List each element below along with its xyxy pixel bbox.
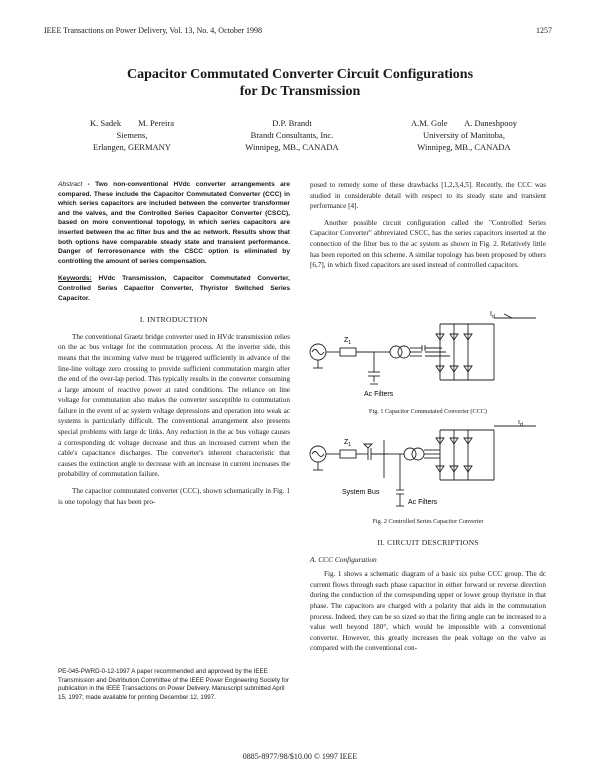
right-column-top xyxy=(310,180,546,277)
fig2-label-z: $Z_1$ xyxy=(344,439,352,448)
author-affiliation: Siemens, xyxy=(116,130,148,140)
author-block-1 xyxy=(62,117,202,153)
author-block-3 xyxy=(384,117,544,153)
author-location: Winnipeg, MB., CANADA xyxy=(245,142,339,152)
right-paragraph-2: Another possible circuit configuration called the "Controlled Series Capacitor Converter" abbreviated CSCC, has the series capacitors inserted at the connection of the filter bus to the ac system as shown in Fig. 2. Relatively little has been reported on this scheme. A similar topology has been proposed by others [6,7], in which fixed capacitors are used instead of controlled capacitors. xyxy=(310,218,546,270)
left-column xyxy=(58,180,290,513)
right-paragraph-1: posed to remedy some of these drawbacks [1,2,3,4,5]. Recently, the CCC was studied in considerable detail with respect to its steady state and transient performance [4]. xyxy=(310,181,546,211)
subsection-heading-ccc: A. CCC Configuration xyxy=(310,554,377,564)
abstract-lead: Abstract xyxy=(58,181,83,188)
ccc-paragraph: Fig. 1 shows a schematic diagram of a basic six pulse CCC group. The dc current flows through each phase capacitor in either forward or reverse direction during the conduction of the corresponding upper or lower group thyristor in that phase. The capacitors are charged with a polarity that aids in the commutation process. Indeed, they can be so sized so that the firing angle can be increased to a value well beyond 180°, which would be impossible with a conventional converter. However, this greatly increases the peak voltage on the valve as compared with the conventional con- xyxy=(310,570,546,653)
fig1-label-z: $Z_1$ xyxy=(344,337,352,346)
author-block-2 xyxy=(222,117,362,153)
impedance-z1-icon xyxy=(340,450,356,458)
impedance-z1-icon xyxy=(340,348,356,356)
author-names: A.M. Gole A. Daneshpooy xyxy=(410,118,517,128)
figure-2-cscc-diagram xyxy=(304,420,544,518)
copyright-footer: 0885-8977/98/$10.00 © 1997 IEEE xyxy=(242,752,358,761)
abstract-text: - Two non-conventional HVdc converter arrangements are compared. These include the Capacitor Commutated Converter (CCC) in which series capacitors are included between the converter transformer and the valves, and the Controlled Series Capacitor Converter (CSCC), based on more conventional topology, in which series capacitors are inserted between the ac filter bus and the ac network. Results show that both options have comparable steady state and transient performance. Danger of ferroresonance with the CSCC option is eliminated by controlling the amount of series compensation. xyxy=(58,181,290,265)
author-names: D.P. Brandt xyxy=(272,118,312,128)
keywords-text: HVdc Transmission, Capacitor Commutated Converter, Controlled Series Capacitor Converter, Thyristor Switched Series Capacitor. xyxy=(58,275,290,302)
journal-header: IEEE Transactions on Power Delivery, Vol. 13, No. 4, October 1998 xyxy=(44,26,263,35)
title-line-1: Capacitor Commutated Converter Circuit Configurations xyxy=(126,67,474,82)
author-affiliation: Brandt Consultants, Inc. xyxy=(250,130,334,140)
thyristor-switch-icon xyxy=(364,444,372,448)
paper-title xyxy=(0,66,600,100)
intro-paragraph-2: The capacitor commutated converter (CCC), shown schematically in Fig. 1 is one topology that has been pro- xyxy=(58,487,290,506)
title-line-2: for Dc Transmission xyxy=(239,84,361,99)
author-names: K. Sadek M. Pereira xyxy=(89,118,175,128)
fig1-label-ac-filters: Ac Filters xyxy=(364,391,394,398)
fig1-label-id: $I_d$ xyxy=(490,311,495,320)
fig2-label-ac-filters: Ac Filters xyxy=(408,499,438,506)
page-number: 1257 xyxy=(536,26,552,35)
figure-1-caption: Fig. 1 Capacitor Commutated Converter (CCC) xyxy=(369,408,487,415)
author-affiliation: University of Manitoba, xyxy=(423,130,505,140)
section-heading-circuit-descriptions: II. CIRCUIT DESCRIPTIONS xyxy=(377,538,479,547)
fig2-label-id: $I_d$ xyxy=(518,420,523,428)
author-location: Winnipeg, MB., CANADA xyxy=(417,142,511,152)
right-column-bottom xyxy=(310,532,546,660)
fig2-label-system-bus: System Bus xyxy=(342,489,380,496)
footnote: PE-045-PWRD-0-12-1997 A paper recommended and approved by the IEEE Transmission and Distribution Committee of the IEEE Power Engineering Society for publication in the IEEE Transactions on Power Delivery. Manuscript submitted April 15, 1997; made available for printing December 12, 1997. xyxy=(58,668,289,701)
section-heading-introduction: I. INTRODUCTION xyxy=(139,315,209,325)
figure-1-ccc-diagram xyxy=(304,308,544,408)
keywords xyxy=(58,274,290,303)
intro-paragraph-1: The conventional Graetz bridge converter used in HVdc transmission relies on the ac bus voltage for the commutation process. At the inverter side, this means that the incoming valve must be triggered sufficiently in advance of the line-line voltage zero crossing to provide sufficient commutation margin after the end of the over-lap period. This typically results in the converter consuming a large amount of reactive power at rated conditions. The reliance on line voltage for commutation also makes the converter susceptible to commutation failure in the event of ac system voltage depressions and operation into weak ac systems is particularly difficult. The conventional arrangement also presents special problems with large dc links. Any reduction in the ac bus voltage causes a corresponding dc voltage decrease and thus an increased current when the cable's capacitance discharges. The converter's inherent characteristic that causes the extinction angle to decrease with an increase in current increases the probability of commutation failure. xyxy=(58,332,290,479)
keywords-label: Keywords: xyxy=(58,275,92,283)
author-location: Erlangen, GERMANY xyxy=(93,142,171,152)
abstract xyxy=(58,180,290,266)
figure-2-caption: Fig. 2 Controlled Series Capacitor Converter xyxy=(372,518,484,525)
